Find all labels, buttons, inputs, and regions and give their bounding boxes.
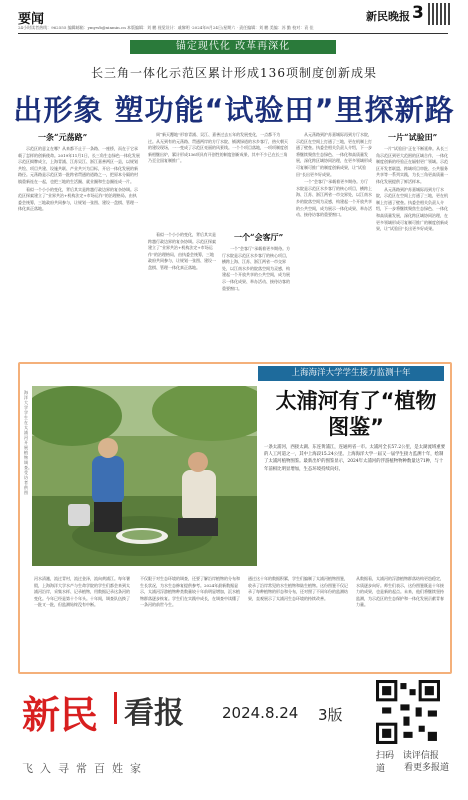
feature-column-1: 河水清澈，流过青村，流过金泽，流向黄浦江。每年暑假，上海海洋大学水产与生命学院的学生们都会来到太浦河沿岸，采集水样、记录植物，用数据记录这条河的变化。今年已经是第十个年头。十年间，调查队伍换了一批又一批，但监测始终没有中断。 — [34, 576, 130, 607]
header-rule — [18, 33, 448, 34]
article-lead — [148, 132, 288, 228]
article-column-3 — [222, 246, 292, 356]
feature-column-4: 从数据看，太浦河的浮游植物群落结构更趋稳定，水质逐步向好。师生们表示，这份图鉴既是十年接力的成果，也是新的起点。未来，他们将继续坚持监测，为示范区的生态保护和一体化发展贡献青春力量。 — [356, 576, 444, 607]
feature-column-3: 通过这十年的数据积累，学生们编制了太浦河植物图鉴，收录了沿岸常见的水生植物和陆生植物。这份图鉴不仅记录了每种植物的形态和分布，还对照了不同年份的监测结果，直观展示了太浦河生态环境的持续改善。 — [248, 576, 348, 601]
feature-title[interactable]: 太浦河有了“植物图鉴” — [275, 389, 437, 439]
feature-kicker: 上海海洋大学学生接力监测十年 — [258, 366, 444, 381]
feature-box[interactable] — [18, 362, 452, 674]
page-footer — [0, 680, 468, 800]
article-column-1 — [18, 146, 140, 356]
paper-logo: 新民晚报 — [366, 10, 410, 23]
article-paragraph: 一个“会客厅”承载着更多期待。方厅水院是示范区水乡客厅的核心项目，横跨上海、江苏、浙江两省一市交界处，以江南水乡的院落空间为灵感，构建起一个开放共享的公共空间，成为展示一体化成果、举办活动、接待访客的重要窗口。 — [222, 246, 291, 291]
qr-more-text: 看更多报道 — [404, 763, 450, 773]
footer-page: 3版 — [318, 706, 343, 724]
article-paragraph: 看似一个小小的变化，背后其实是跨越行政边界的复杂协调。示范区探索建立了“业界共治+机构法定+市场运作”的治理格局，由执委会统筹，三地政府共同参与，让规划一张图、建设一盘棋、管理一体化真正落地。 — [18, 186, 138, 212]
article-paragraph: 看似一个小小的变化，背后其实是跨越行政边界的复杂协调。示范区探索建立了“业界共治+机构法定+市场运作”的治理格局，由执委会统筹，三地政府共同参与，让规划一张图、建设一盘棋、管理一体化真正落地。 — [148, 232, 216, 270]
footer-slogan: 飞入寻常百姓家 — [22, 762, 148, 775]
page-number: 3 — [412, 3, 424, 23]
photo-caption: 海洋大学学生在太浦河开展植物调查。受访者供图 — [24, 390, 32, 495]
xinmin-logo: 新民 — [22, 693, 99, 737]
qr-scan-text: 扫码 — [376, 751, 395, 761]
article-paragraph: 周“新天覆地”形容青浦、吴江、嘉善过去五年的发展变化，一点都不为过。从无到有的元荡路、贯通两岸的方厅水院、铺满绿道的水乡客厅，热火朝天的建设现场，一一变成了示范区亮丽的风景线。一个个项目落地，一项项制度创新相继出炉，累计形成136项具有开创性的制度创新成果，其中不少已在长三角乃至全国复制推广。 — [148, 132, 288, 164]
article-paragraph: 一个“会客厅”承载着更多期待。方厅水院是示范区水乡客厅的核心项目，横跨上海、江苏、浙江两省一市交界处，以江南水乡的院落空间为灵感，构建起一个开放共享的公共空间，成为展示一体化成果、举办活动、接待访客的重要窗口。 — [296, 179, 372, 218]
footer-section-name: 看报 — [124, 696, 184, 731]
footer-date: 2024.8.24 — [222, 704, 299, 722]
subhead-left: 一条“元荡路” — [38, 132, 88, 142]
feature-column-2: 不仅限于对生态环境的调查，还要了解沿岸植物的分布和生长状况，为水生态修复提供参考。2024年最新数据显示，太浦河浮游植物种类数量较十年前明显增加，沉水植物群落逐步恢复。学生们在实践中成长，在调查中读懂了一条河的前世今生。 — [140, 576, 240, 607]
feature-photo-illustration — [32, 386, 257, 566]
page-headline[interactable]: 出形象 塑功能“试验田”里探新路 — [13, 93, 455, 127]
article-paragraph: 示范区的意义在哪？从来都不止于一条路、一座桥，而在于它承载了怎样的创新使命。2019年11月1日，长三角生态绿色一体化发展示范区揭牌成立，上海青浦、江苏吴江、浙江嘉善两区一县，以规划共绘、项目共建、设施共联、产业共兴为目标，开启一体化发展的新路径。元荡路是示范区第一批跨省贯通的道路之一，把原本分隔的村镇重新连在一起，也把三地的生活圈、就业圈和生态圈连成一片。 — [18, 146, 140, 184]
qr-read-text: 读评信报道 — [376, 751, 439, 774]
article-paragraph: 从元荡路到沪苏嘉城际再到方厅水院，示范区在空间上打通了三地，更在机制上打通了壁垒。执委会相关负责人介绍，下一步将继续聚焦生态绿色、一体化和高质量发展，深化跨区域协同治理，在更多领域形成可复制可推广的制度创新成果，让“试验田”长出更多好成果。 — [376, 186, 448, 232]
feature-lead: 一条太浦河，西接太湖、东连黄浦江，连通两省一市。太浦河全长57.2公里，是太湖流域重要的人工河道之一，其中上海段15.24公里。上海海洋大学一届又一届学生接力监测十年，绘制了太浦河植物图鉴。最新出炉的图鉴显示，2024年太浦河的浮游植物物种数量达71种，与十年前相比明显增加，生态环境持续向好。 — [264, 445, 446, 472]
article-paragraph: 从元荡路到沪苏嘉城际再到方厅水院，示范区在空间上打通了三地，更在机制上打通了壁垒。执委会相关负责人介绍，下一步将继续聚焦生态绿色、一体化和高质量发展，深化跨区域协同治理，在更多领域形成可复制可推广的制度创新成果，让“试验田”长出更多好成果。 — [296, 132, 372, 177]
section-name: 要闻 — [18, 12, 45, 27]
qr-code-icon[interactable] — [376, 680, 440, 744]
subhead-right: 一片“试验田” — [388, 132, 438, 142]
headline-kicker: 长三角一体化示范区累计形成136项制度创新成果 — [91, 66, 377, 80]
article-column-2 — [148, 232, 218, 356]
feature-photo — [32, 386, 257, 566]
article-column-5 — [376, 146, 450, 356]
qr-code-icon[interactable] — [428, 3, 450, 25]
column-banner: 锚定现代化 改革再深化 — [130, 40, 336, 54]
info-line: 24小时读者热线：962555 编辑邮箱：ymywb@xinmin.cn 本版编辑：刘 鹏 视觉设计：戚黎明 ·2024年8月24日/星期六 · 责任编辑：刘 鹏 美编：苏 勤 校对：袁 佳 — [18, 25, 314, 30]
article-paragraph: 一片“试验田”正在不断延伸。从长三角示范区到更大范围的区域合作，一体化制度创新的经验正在辐射更广领域。示范区开发者联盟、跨域项目审批、公共服务共享等一系列实践，为长三角更高质量一体化发展提供了鲜活样本。 — [376, 146, 449, 184]
article-column-4 — [296, 132, 372, 356]
page-header — [0, 0, 468, 27]
logo-divider — [114, 692, 117, 724]
subhead-middle: 一个“会客厅” — [234, 232, 284, 242]
